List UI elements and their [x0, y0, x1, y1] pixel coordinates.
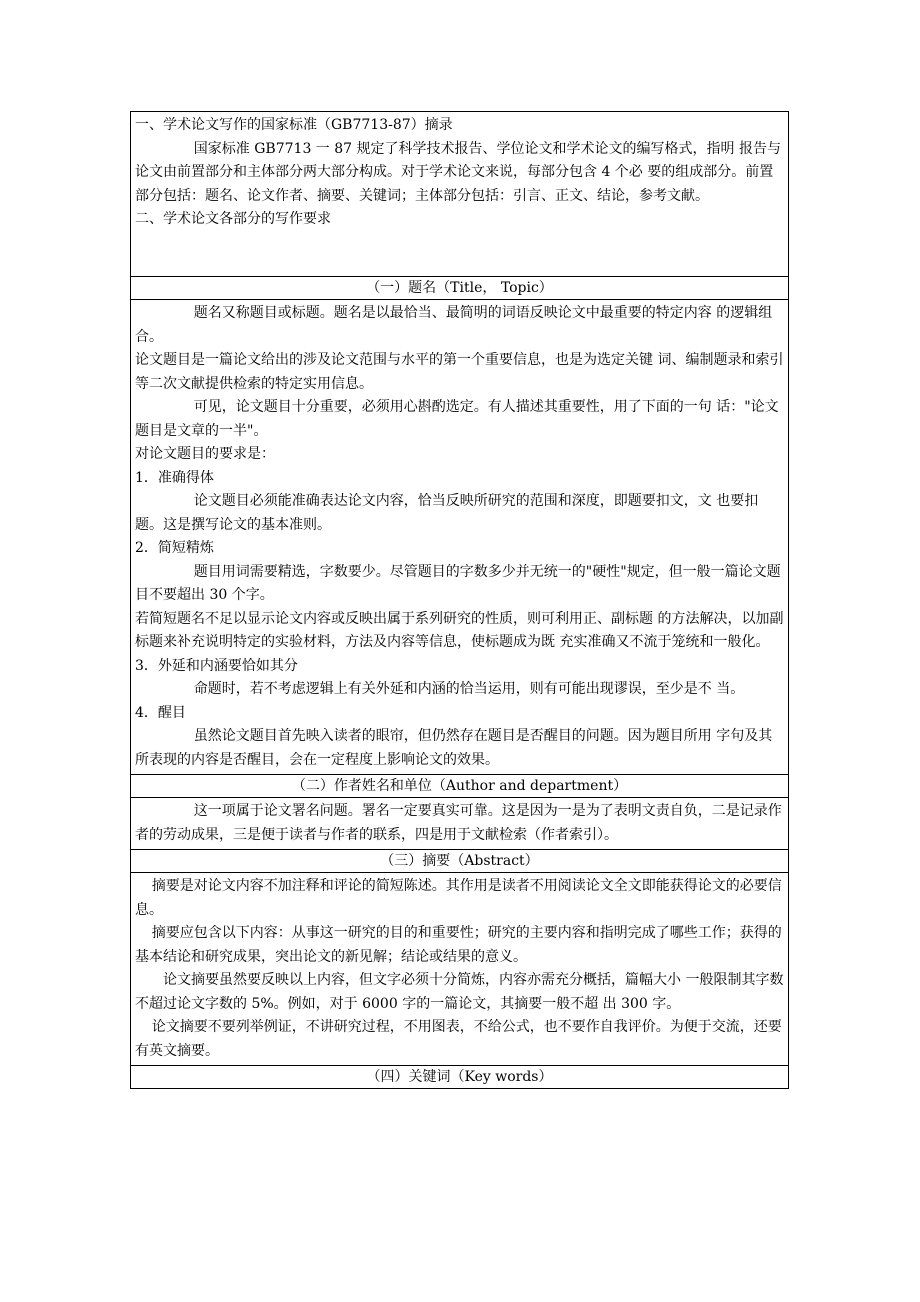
title-body-row	[131, 300, 789, 775]
abstract-para-2: 摘要应包含以下内容：从事这一研究的目的和重要性；研究的主要内容和指明完成了哪些工作；获得的基本结论和研究成果，突出论文的新见解；结论或结果的意义。	[135, 925, 782, 965]
keywords-header-row	[131, 1066, 789, 1089]
requirement-3-text: 命题时，若不考虑逻辑上有关外延和内涵的恰当运用，则有可能出现谬误，至少是不 当。	[193, 681, 745, 697]
intro-row	[131, 112, 789, 277]
intro-cell	[131, 112, 789, 277]
title-para-4: 对论文题目的要求是：	[135, 446, 275, 462]
author-para-1: 这一项属于论文署名问题。署名一定要真实可靠。这是因为一是为了表明文责自负，二是记录作者的劳动成果，三是便于读者与作者的联系，四是用于文献检索（作者索引）。	[135, 803, 782, 843]
intro-paragraph: 国家标准 GB7713 一 87 规定了科学技术报告、学位论文和学术论文的编写格式，指明 报告与论文由前置部分和主体部分两大部分构成。对于学术论文来说，每部分包含 4 个必 要的组成部分。前置部分包括：题名、论文作者、摘要、关键词；主体部分包括：引言、正文、结论，参考文献。	[135, 140, 781, 204]
requirement-2-title: 2．简短精炼	[135, 540, 214, 556]
author-section-header: （二）作者姓名和单位（Author and department）	[131, 775, 789, 798]
requirement-4-title: 4．醒目	[135, 704, 186, 721]
keywords-section-header: （四）关键词（Key words）	[131, 1066, 789, 1089]
document-table	[130, 111, 789, 1089]
title-para-2: 论文题目是一篇论文给出的涉及论文范围与水平的第一个重要信息，也是为选定关键 词、编制题录和索引等二次文献提供检索的特定实用信息。	[135, 352, 784, 392]
author-header-row	[131, 775, 789, 798]
author-body-row	[131, 798, 789, 850]
title-section-body	[131, 300, 789, 775]
abstract-header-row	[131, 850, 789, 873]
title-section-header: （一）题名（Title， Topic）	[131, 277, 789, 300]
author-section-body	[131, 798, 789, 850]
abstract-body-row	[131, 873, 789, 1066]
intro-heading-2: 二、学术论文各部分的写作要求	[135, 211, 331, 227]
abstract-para-1: 摘要是对论文内容不加注释和评论的简短陈述。其作用是读者不用阅读论文全文即能获得论文的必要信息。	[135, 878, 782, 918]
abstract-section-body	[131, 873, 789, 1066]
title-para-3: 可见，论文题目十分重要，必须用心斟酌选定。有人描述其重要性，用了下面的一句 话："论文题目是文章的一半"。	[135, 399, 779, 439]
requirement-2-text-2: 若简短题名不足以显示论文内容或反映出属于系列研究的性质，则可利用正、副标题 的方法解决，以加副标题来补充说明特定的实验材料，方法及内容等信息，使标题成为既 充实准确又不流于笼统和一般化。	[135, 610, 784, 650]
abstract-para-3: 论文摘要虽然要反映以上内容，但文字必须十分简炼，内容亦需充分概括，篇幅大小 一般限制其字数不超过论文字数的 5%。例如，对于 6000 字的一篇论文，其摘要一般不超 出 300 字。	[135, 972, 784, 1012]
requirement-1-title: 1．准确得体	[135, 469, 214, 486]
title-para-1: 题名又称题目或标题。题名是以最恰当、最简明的词语反映论文中最重要的特定内容 的逻辑组合。	[135, 305, 773, 345]
requirement-3-title: 3．外延和内涵要恰如其分	[135, 657, 298, 674]
requirement-2-text: 题目用词需要精选，字数要少。尽管题目的字数多少并无统一的"硬性"规定，但一般一篇论文题目不要超出 30 个字。	[135, 563, 781, 603]
requirement-1-text: 论文题目必须能准确表达论文内容，恰当反映所研究的范围和深度，即题要扣文，文 也要扣题。这是撰写论文的基本准则。	[135, 493, 759, 533]
title-header-row	[131, 277, 789, 300]
abstract-section-header: （三）摘要（Abstract）	[131, 850, 789, 873]
requirement-4-text: 虽然论文题目首先映入读者的眼帘，但仍然存在题目是否醒目的问题。因为题目所用 字句及其所表现的内容是否醒目，会在一定程度上影响论文的效果。	[135, 728, 773, 768]
abstract-para-4: 论文摘要不要列举例证，不讲研究过程，不用图表，不给公式，也不要作自我评价。为便于交流，还要有英文摘要。	[135, 1019, 782, 1059]
intro-heading-1: 一、学术论文写作的国家标准（GB7713-87）摘录	[135, 117, 453, 133]
